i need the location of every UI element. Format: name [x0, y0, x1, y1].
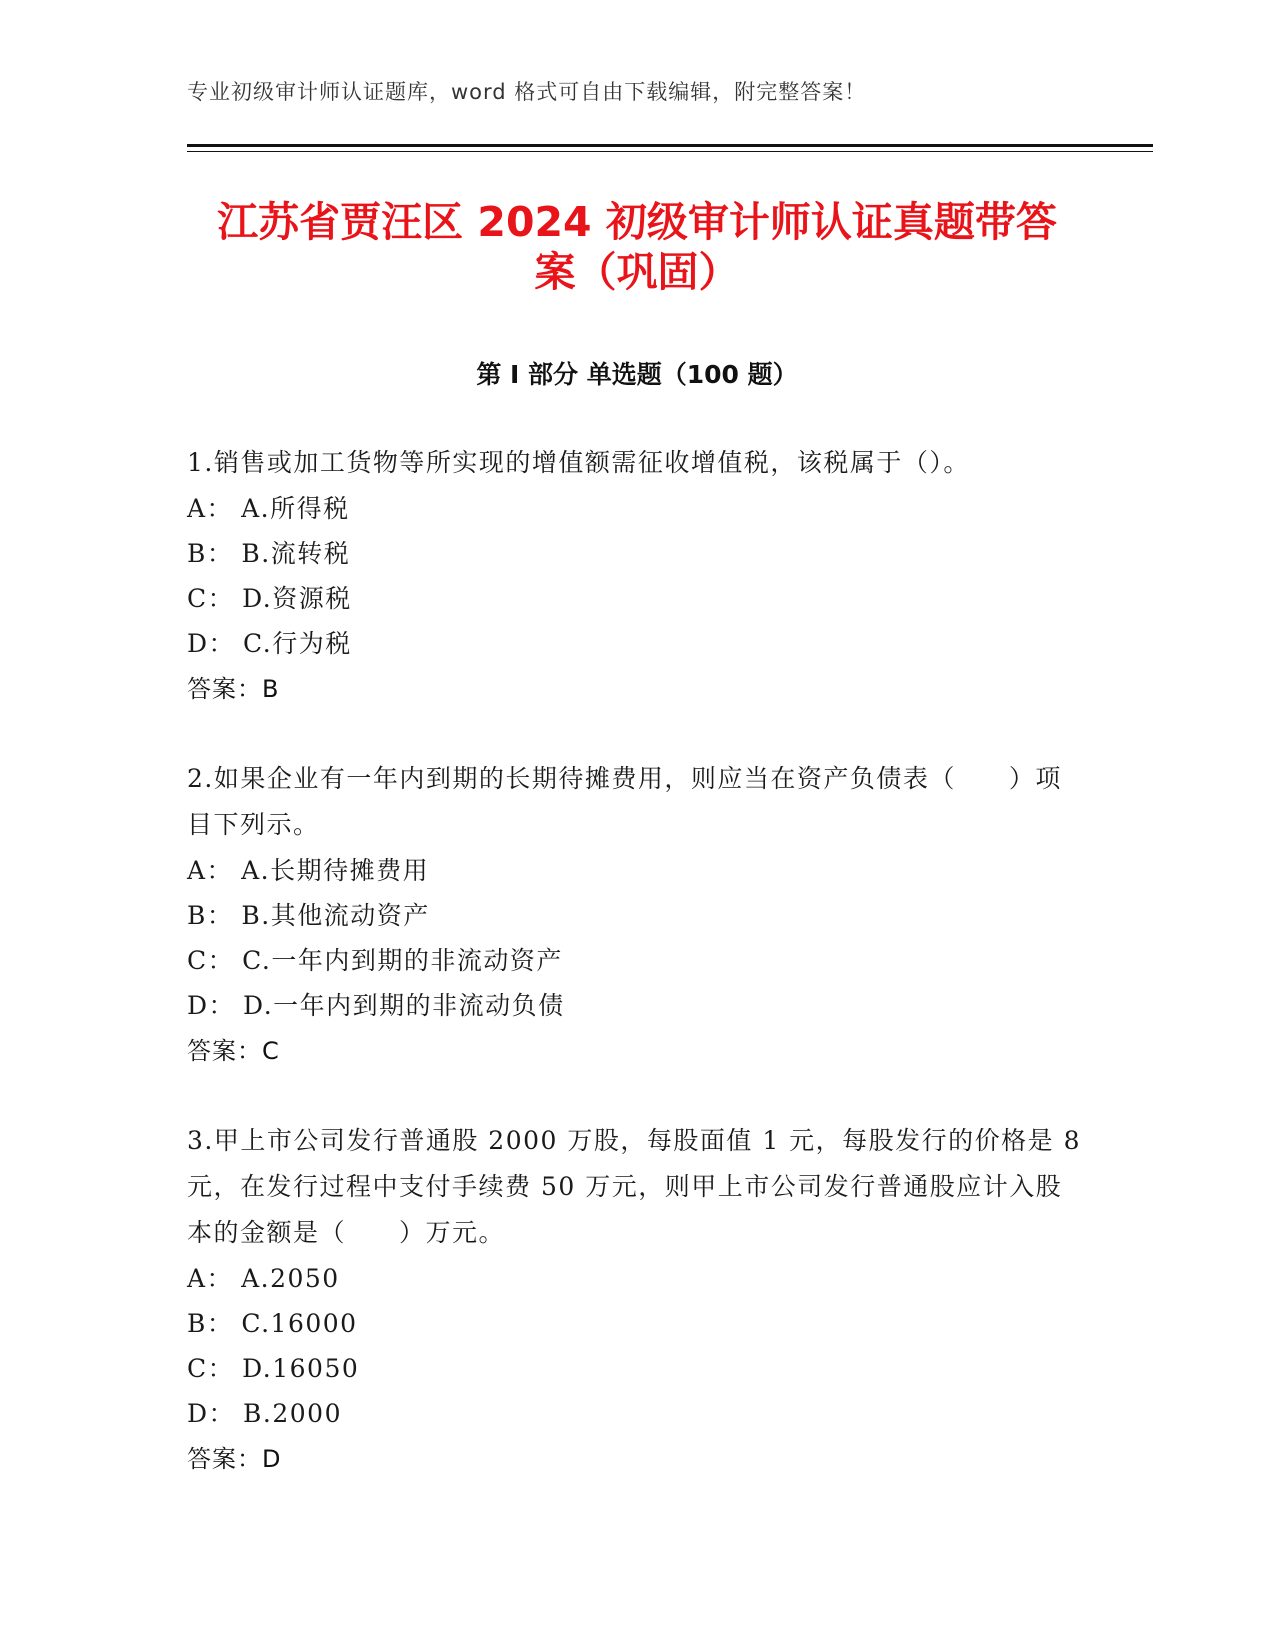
option-c — [187, 1346, 1087, 1391]
option-b — [187, 531, 1087, 576]
option-b — [187, 893, 1087, 938]
header-note: 专业初级审计师认证题库，word 格式可自由下载编辑，附完整答案！ — [187, 80, 867, 104]
question-3 — [187, 1118, 1087, 1482]
answer: 答案：D — [187, 1445, 282, 1473]
option-c — [187, 576, 1087, 621]
option-text: D.16050 — [242, 1354, 360, 1383]
option-a — [187, 848, 1087, 893]
option-text: B.其他流动资产 — [241, 901, 430, 930]
option-d — [187, 621, 1087, 666]
answer: 答案：B — [187, 675, 280, 703]
option-letter: D： — [187, 629, 236, 658]
option-text: A.长期待摊费用 — [241, 856, 430, 885]
document-title — [187, 197, 1087, 297]
option-letter: D： — [187, 1399, 236, 1428]
option-letter: B： — [187, 539, 234, 568]
document-title-line-1: 江苏省贾汪区 2024 初级审计师认证真题带答 — [217, 198, 1057, 246]
header-rule-thick — [187, 144, 1153, 147]
option-d — [187, 983, 1087, 1028]
option-letter: C： — [187, 946, 235, 975]
option-letter: C： — [187, 1354, 235, 1383]
section-title: 第 I 部分 单选题（100 题） — [476, 360, 798, 389]
option-text: A.所得税 — [241, 494, 350, 523]
option-text: C.行为税 — [243, 629, 352, 658]
option-text: D.一年内到期的非流动负债 — [243, 991, 565, 1020]
question-2 — [187, 756, 1087, 1074]
option-letter: B： — [187, 901, 234, 930]
question-stem: 1.销售或加工货物等所实现的增值额需征收增值税，该税属于（）。 — [187, 448, 970, 477]
option-letter: A： — [187, 856, 234, 885]
document-title-line-2: 案（巩固） — [534, 248, 740, 296]
question-1 — [187, 440, 1087, 712]
header-rule-thin — [187, 151, 1153, 152]
option-c — [187, 938, 1087, 983]
option-letter: D： — [187, 991, 236, 1020]
option-a — [187, 486, 1087, 531]
question-stem: 3.甲上市公司发行普通股 2000 万股，每股面值 1 元，每股发行的价格是 8 元，在发行过程中支付手续费 50 万元，则甲上市公司发行普通股应计入股本的金额是（ ）万元。 — [187, 1126, 1082, 1247]
option-letter: B： — [187, 1309, 234, 1338]
option-letter: A： — [187, 494, 234, 523]
question-list — [187, 440, 1087, 1526]
option-b — [187, 1301, 1087, 1346]
option-text: D.资源税 — [242, 584, 352, 613]
option-text: C.16000 — [241, 1309, 358, 1338]
option-letter: C： — [187, 584, 235, 613]
option-text: A.2050 — [241, 1264, 340, 1293]
option-d — [187, 1391, 1087, 1436]
option-a — [187, 1256, 1087, 1301]
option-text: B.流转税 — [241, 539, 351, 568]
answer: 答案：C — [187, 1037, 280, 1065]
option-text: B.2000 — [243, 1399, 342, 1428]
option-text: C.一年内到期的非流动资产 — [242, 946, 563, 975]
option-letter: A： — [187, 1264, 234, 1293]
question-stem: 2.如果企业有一年内到期的长期待摊费用，则应当在资产负债表（ ）项目下列示。 — [187, 764, 1062, 839]
